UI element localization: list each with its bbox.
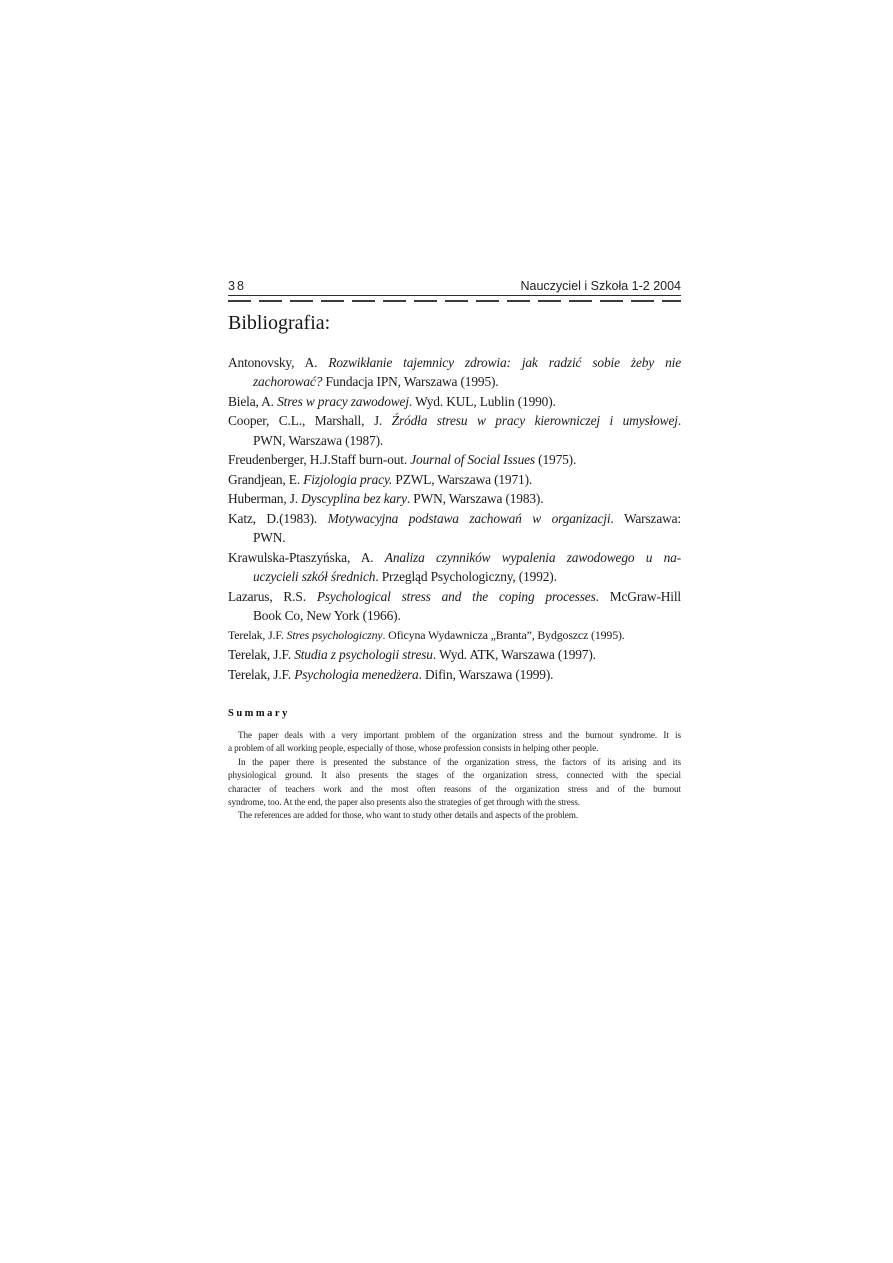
bib-line: [228, 489, 681, 509]
bib-text-segment: Huberman, J.: [228, 491, 302, 507]
bib-title-segment: Dyscyplina bez kary: [301, 491, 407, 507]
summary-line: In the paper there is presented the substance of the organization stress, the factors of its arising and its: [238, 756, 681, 767]
bib-text-segment: Antonovsky, A.: [228, 354, 329, 370]
bibliography-entries: [228, 353, 681, 685]
bib-entry: [228, 587, 681, 626]
bib-line: [228, 372, 681, 392]
bib-entry: [228, 450, 681, 470]
bib-title-segment: Źródła stresu w pracy kierowniczej i umysłowej: [391, 413, 678, 429]
bib-text-segment: Terelak, J.F.: [228, 647, 295, 663]
bib-line: [228, 626, 681, 646]
bib-text-segment: (1975).: [534, 452, 577, 468]
bib-line: [228, 645, 681, 665]
bib-text-segment: . PWN, Warszawa (1983).: [406, 491, 544, 507]
summary-line: The references are added for those, who want to study other details and aspects of the problem.: [238, 810, 579, 821]
bib-text-segment: . Wyd. KUL, Lublin (1990).: [408, 393, 556, 409]
header-rule-solid: [228, 295, 681, 296]
bib-title-segment: zachorować?: [253, 374, 323, 390]
bib-entry: [228, 392, 681, 412]
summary-section: [228, 708, 681, 823]
bib-line: [228, 567, 681, 587]
bib-title-segment: Stres psychologiczny: [286, 627, 383, 642]
bib-text-segment: Freudenberger, H.J.Staff burn-out.: [228, 452, 411, 468]
bib-text-segment: . Wyd. ATK, Warszawa (1997).: [432, 647, 596, 663]
bib-text-segment: Katz, D.(1983).: [228, 510, 328, 526]
bib-title-segment: Studia z psychologii stresu: [294, 647, 433, 663]
bib-text-segment: Fundacja IPN, Warszawa (1995).: [322, 374, 499, 390]
bib-entry: [228, 626, 681, 646]
bib-text-segment: . Difin, Warszawa (1999).: [418, 666, 554, 682]
bib-title-segment: Motywacyjna podstawa zachowań w organizacji: [327, 510, 611, 526]
bib-line: [228, 411, 681, 431]
bib-title-segment: Stres w pracy zawodowej: [277, 393, 409, 409]
bib-text-segment: Terelak, J.F.: [228, 666, 295, 682]
bib-title-segment: Psychological stress and the coping processes: [316, 588, 596, 604]
bib-entry: [228, 470, 681, 490]
bib-line: [228, 509, 681, 529]
journal-title: Nauczyciel i Szkoła 1-2 2004: [520, 279, 681, 293]
bib-line: [228, 431, 681, 451]
bib-text-segment: Biela, A.: [228, 393, 278, 409]
bib-line: [228, 353, 681, 373]
summary-line: The paper deals with a very important problem of the organization stress and the burnout syndrome. It is: [238, 730, 681, 740]
bib-text-segment: Cooper, C.L., Marshall, J.: [228, 413, 392, 429]
bib-title-segment: Psychologia menedżera: [294, 666, 419, 682]
bib-line: [228, 548, 681, 568]
bib-entry: [228, 411, 681, 450]
bib-text-segment: Krawulska-Ptaszyńska, A.: [228, 549, 385, 565]
bib-text-segment: . McGraw-Hill: [595, 588, 681, 604]
bib-title-segment: Rozwikłanie tajemnicy zdrowia: jak radzić sobie żeby nie: [328, 354, 682, 370]
document-page: [228, 279, 682, 821]
bib-line: [228, 528, 681, 548]
bib-entry: [228, 665, 681, 685]
summary-line: syndrome, too. At the end, the paper also presents also the strategies of get through with the stress.: [228, 797, 580, 808]
bib-entry: [228, 548, 681, 587]
header-rule-dashed: [228, 300, 681, 302]
bib-text-segment: . Warszawa:: [610, 510, 681, 526]
bib-line: [228, 665, 681, 685]
bib-title-segment: Fizjologia pracy.: [303, 471, 393, 487]
bib-text-segment: . Przegląd Psychologiczny, (1992).: [375, 569, 557, 585]
summary-heading: Summary: [228, 708, 290, 719]
bib-title-segment: Journal of Social Issues: [410, 452, 535, 468]
bibliography-heading: Bibliografia:: [228, 311, 331, 334]
page-number: 38: [228, 279, 246, 293]
running-header: [228, 279, 681, 293]
bib-line: [228, 392, 681, 412]
bib-text-segment: Terelak, J.F.: [228, 627, 287, 642]
bib-text-segment: Grandjean, E.: [228, 471, 304, 487]
summary-line: a problem of all working people, especially of those, whose profession consists in helping other people.: [228, 743, 599, 754]
bib-text-segment: PZWL, Warszawa (1971).: [392, 471, 533, 487]
summary-line: character of teachers work and the most often reasons of the organization stress and of the burnout: [228, 783, 681, 794]
bib-text-segment: Book Co, New York (1966).: [253, 608, 401, 624]
bib-entry: [228, 509, 681, 548]
bib-line: [228, 587, 681, 607]
summary-body: [228, 729, 681, 823]
bib-text-segment: .: [677, 413, 682, 429]
bib-text-segment: PWN, Warszawa (1987).: [253, 432, 384, 448]
bib-line: [228, 606, 681, 626]
bib-title-segment: Analiza czynników wypalenia zawodowego u na-: [384, 549, 681, 565]
bib-text-segment: PWN.: [253, 530, 286, 546]
bib-text-segment: . Oficyna Wydawnicza „Branta”, Bydgoszcz (1995).: [382, 627, 625, 642]
bib-entry: [228, 645, 681, 665]
bib-entry: [228, 489, 681, 509]
summary-line: physiological ground. It also presents the stages of the organization stress, connected with the special: [228, 770, 681, 781]
bib-text-segment: Lazarus, R.S.: [228, 588, 317, 604]
bib-line: [228, 450, 681, 470]
bib-entry: [228, 353, 681, 392]
bib-line: [228, 470, 681, 490]
bib-title-segment: uczycieli szkół średnich: [253, 569, 376, 585]
